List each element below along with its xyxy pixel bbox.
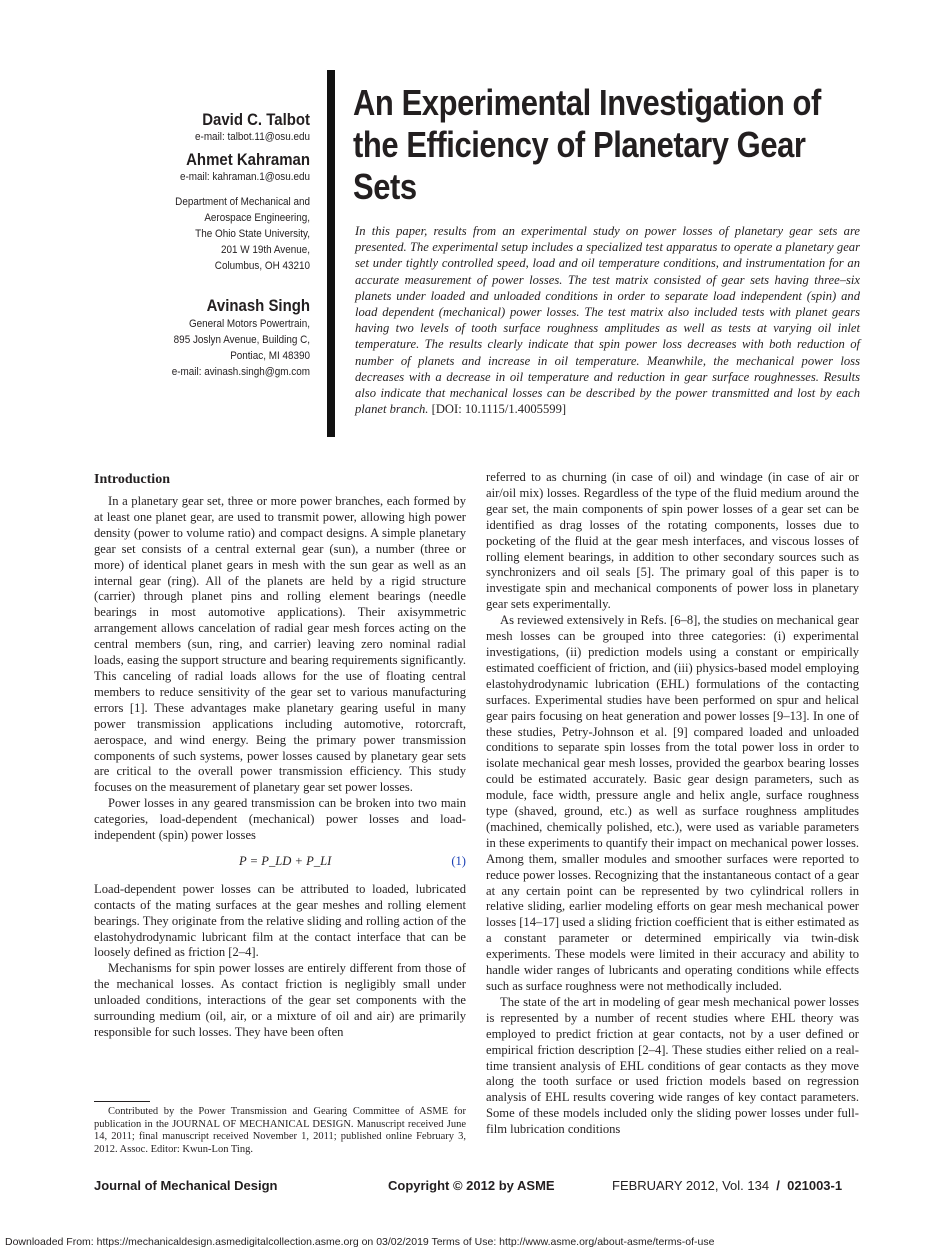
affiliation-line: The Ohio State University, (195, 228, 310, 240)
footer-issue (612, 1178, 842, 1193)
title-line: Sets (353, 166, 417, 207)
author-name: David C. Talbot (202, 110, 310, 129)
paragraph: Load-dependent power losses can be attributed to loaded, lubricated contacts of the mating surfaces at the gear meshes and rolling element bearings. They originate from the relative sliding and rolling action of the elastohydrodynamic lubricant film at the contact interface that can be loosely defined as friction [2–4]. (94, 881, 466, 960)
title-line: the Efficiency of Planetary Gear (353, 124, 806, 165)
author-name: Avinash Singh (206, 296, 310, 315)
issue-text: FEBRUARY 2012, Vol. 134 (612, 1178, 770, 1193)
footnote: Contributed by the Power Transmission and Gearing Committee of ASME for publication in the JOURNAL OF MECHANICAL DESIGN. Manuscript received June 14, 2011; final manuscript received November 1, 2011; published online February 3, 2012. Assoc. Editor: Kwun-Lon Ting. (94, 1106, 466, 1155)
page-number: 021003-1 (787, 1178, 843, 1193)
author-email[interactable]: e-mail: talbot.11@osu.edu (195, 131, 310, 143)
affiliation-line: 895 Joslyn Avenue, Building C, (173, 334, 310, 346)
column-left (94, 472, 466, 1041)
equation-formula: P = P_LD + P_LI (239, 853, 332, 868)
affiliation-line: Pontiac, MI 48390 (230, 350, 310, 362)
title-line: An Experimental Investigation of (353, 82, 821, 123)
affiliation-line: Aerospace Engineering, (204, 212, 310, 224)
column-right (486, 470, 859, 1138)
author-block (150, 110, 310, 380)
affiliation-line: 201 W 19th Avenue, (221, 244, 310, 256)
vertical-divider (327, 70, 335, 437)
paragraph: The state of the art in modeling of gear mesh mechanical power losses is represented by a number of recent studies where EHL theory was employed to predict friction at gear contacts, not by a user defined or empirical friction description [2–4]. These studies either relied on a real-time transient analysis of EHL conditions of gear contacts as they move along the tooth surface or used friction models based on regression analysis of EHL results covering wide ranges of key contact parameters. Some of these models included only the sliding power losses under full-film lubrication conditions (486, 994, 859, 1137)
separator: / (776, 1178, 780, 1193)
affiliation-line: Department of Mechanical and (175, 196, 310, 208)
equation-number[interactable]: (1) (451, 853, 466, 868)
paragraph: referred to as churning (in case of oil) and windage (in case of air or air/oil mix) losses. Regardless of the type of the fluid medium around the gear set, the main components of spin power losses of a gear set can be identified as drag losses of the rotating components, losses due to pocketing of the fluid at the gear mesh interfaces, and viscous losses of rolling element bearings, in addition to other secondary sources such as synchronizers and oil seals [5]. The primary goal of this paper is to investigate spin and mechanical components of power loss in planetary gear sets experimentally. (486, 470, 859, 612)
author-email[interactable]: e-mail: avinash.singh@gm.com (171, 366, 310, 378)
author-name: Ahmet Kahraman (186, 150, 310, 169)
paragraph: Power losses in any geared transmission can be broken into two main categories, load-dependent (mechanical) power losses and load-independent (spin) power losses (94, 796, 466, 843)
affiliation-line: Columbus, OH 43210 (214, 260, 310, 272)
abstract-text: In this paper, results from an experimental study on power losses of planetary gear sets are presented. The experimental setup includes a specialized test apparatus to operate a planetary gear set under tightly controlled speed, load and oil temperature conditions, and instrumentation for an accurate measurement of power losses. The test matrix consisted of gear sets having three–six planets under loaded and unloaded conditions in order to separate load independent (spin) and load dependent (mechanical) power losses. The test matrix also included tests with planet gears having two levels of tooth surface roughness amplitudes as well as tests at varying oil inlet temperature. The results clearly indicate that spin power loss decreases with both reduction of number of planets and increase in oil temperature. Meanwhile, the mechanical power loss decreases with a decrease in oil temperature and reduction in gear surface roughnesses. Results also indicate that mechanical losses can be described by the power transmitted and lost by each planet branch. (355, 224, 860, 417)
download-notice[interactable]: Downloaded From: https://mechanicaldesign.asmedigitalcollection.asme.org on 03/02/2019 Terms of Use: http://www.asme.org/about-asme/terms-of-use (5, 1236, 715, 1248)
equation (94, 854, 466, 870)
doi[interactable]: [DOI: 10.1115/1.4005599] (431, 402, 567, 417)
footnote-rule (94, 1101, 150, 1102)
paragraph: Mechanisms for spin power losses are entirely different from those of the mechanical losses. As contact friction is negligibly small under unloaded conditions, interactions of the gear set components with the surrounding medium (oil, air, or a mixture of oil and air) are primarily responsible for such losses. They have been often (94, 961, 466, 1039)
affiliation-line: General Motors Powertrain, (188, 318, 310, 330)
paragraph: As reviewed extensively in Refs. [6–8], the studies on mechanical gear mesh losses can be grouped into three categories: (i) experimental investigations, (ii) prediction models using a constant or empirically estimated coefficient of friction, and (iii) physics-based model employing elastohydrodynamic lubrication (EHL) formulations of the contacting surfaces. Experimental studies have been performed on spur and helical gear pairs focusing on heat generation and power losses [9–13]. In one of these studies, Petry-Johnson et al. [9] compared loaded and unloaded conditions to separate spin losses from the total power loss in order to isolate mechanical gear mesh losses, provided the gearbox bearing losses could be estimated accurately. Basic gear design parameters, such as module, face width, pressure angle and helix angle, surface roughness type (shaved, ground, etc.) as well as surface roughness amplitudes (machined, chemically polished, etc.), were used as variable parameters in these experiments to quantify their impact on mechanical power losses. Among them, smaller modules and smoother surfaces were reported to reduce power losses. Recognizing that the instantaneous contact of a gear at any certain point can be represented by two cylindrical rollers in relative sliding, earlier modeling efforts on gear mesh mechanical power losses [14–17] used a sliding friction coefficient that is either estimated as a constant parameter or determined empirically via twin-disk experiments. These models were limited in their accuracy and ability to handle wider ranges of lubricants and operating conditions while effects such as surface roughness were not methodically included. (486, 613, 859, 993)
abstract (355, 223, 860, 417)
paper-title (353, 82, 821, 208)
section-heading: Introduction (94, 472, 170, 487)
footer-copyright: Copyright © 2012 by ASME (388, 1178, 555, 1193)
footer-journal: Journal of Mechanical Design (94, 1178, 278, 1193)
author-email[interactable]: e-mail: kahraman.1@osu.edu (179, 171, 310, 183)
paragraph: In a planetary gear set, three or more power branches, each formed by at least one planet gear, are used to transmit power, allowing high power density (power to volume ratio) and compact designs. A simple planetary gear set consists of a central external gear (sun), a number (three or more) of identical planet gears in mesh with the sun gear as well as an internal gear (ring). All of the planets are held by a rigid structure (carrier) through planet pins and rolling element bearings (needle bearings in most automotive applications). Their axisymmetric arrangement allows cancelation of radial gear mesh forces acting on the central members (sun, ring, and carrier) leaving zero nominal radial loads, easing the support structure and bearing requirements significantly. This canceling of radial loads allows for the use of floating central members to reduce sensitivity of the gear set to various manufacturing errors [1]. These advantages make planetary gearing useful in many power transmission applications including automotive, rotorcraft, aerospace, and wind energy. Being the primary power transmission components of such systems, power losses caused by planetary gear sets are critical to the overall power transmission efficiency. This study focuses on the measurement of planetary gear set power losses. (94, 494, 466, 795)
